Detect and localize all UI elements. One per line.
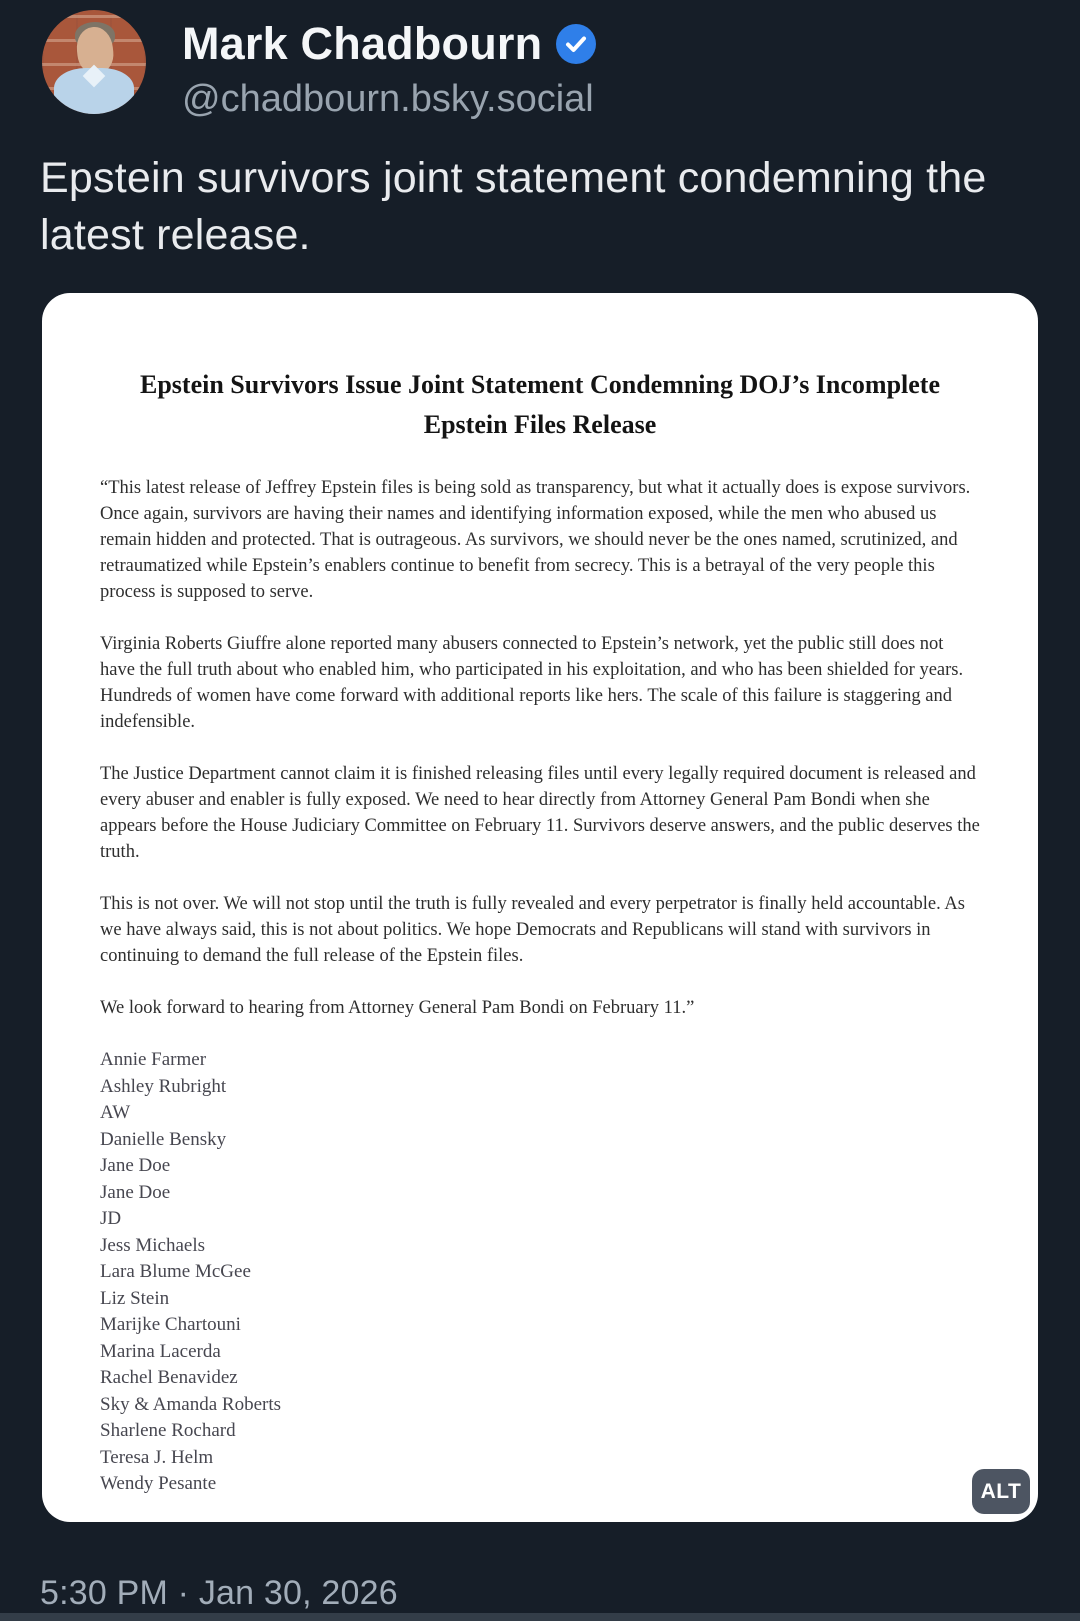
signatory-name: Wendy Pesante (100, 1473, 217, 1494)
signatory-name: Lara Blume McGee (100, 1261, 251, 1282)
statement-document (42, 293, 1038, 1522)
document-paragraph: The Justice Department cannot claim it is finished releasing files until every legally required document is released and every abuser and enabler is fully exposed. We need to hear directly from Attorney General Pam Bondi when she appears before the House Judiciary Committee on February 11. Survivors deserve answers, and the public deserves the truth. (100, 764, 980, 862)
signatory-name: Danielle Bensky (100, 1128, 227, 1150)
signatory-name: Sharlene Rochard (100, 1420, 236, 1441)
signatory-name: Rachel Benavidez (100, 1367, 238, 1388)
signatory-name: Liz Stein (100, 1287, 170, 1309)
signatory-name: AW (100, 1102, 131, 1123)
signatory-name: Jane Doe (100, 1181, 171, 1203)
author-block (182, 10, 596, 121)
verified-badge-icon (556, 24, 596, 64)
author-handle[interactable]: @chadbourn.bsky.social (182, 78, 594, 120)
document-paragraph: This is not over. We will not stop until the truth is fully revealed and every perpetrator is finally held accountable. As we have always said, this is not about politics. We hope Democrats and Republicans will stand with survivors in continuing to demand the full release of the Epstein files. (100, 894, 965, 966)
signatory-name: Marijke Chartouni (100, 1314, 241, 1335)
document-paragraph: “This latest release of Jeffrey Epstein files is being sold as transparency, but what it actually does is expose survivors. Once again, survivors are having their names and identifying information exposed, while the men who abused us remain hidden and protected. That is outrageous. As survivors, we should never be the ones named, scrutinized, and retraumatized while Epstein’s enablers continue to benefit from secrecy. This is a betrayal of the very people this process is supposed to serve. (100, 478, 971, 602)
post-timestamp: 5:30 PM · Jan 30, 2026 (40, 1574, 398, 1612)
document-paragraph: Virginia Roberts Giuffre alone reported many abusers connected to Epstein’s network, yet the public still does not have the full truth about who enabled him, who participated in his exploitation, and who has been shielded for years. Hundreds of women have come forward with additional reports like hers. The scale of this failure is staggering and indefensible. (100, 634, 964, 732)
signatory-name: Sky & Amanda Roberts (100, 1393, 282, 1415)
document-paragraph: We look forward to hearing from Attorney General Pam Bondi on February 11.” (100, 998, 695, 1018)
embedded-image[interactable] (42, 293, 1038, 1522)
signatory-name: Jane Doe (100, 1155, 171, 1176)
bottom-divider (0, 1613, 1080, 1621)
post-header (42, 10, 596, 121)
avatar[interactable] (42, 10, 146, 114)
signatory-name: Jess Michaels (100, 1234, 206, 1256)
alt-badge[interactable]: ALT (972, 1469, 1030, 1514)
signatory-name: Ashley Rubright (100, 1075, 227, 1097)
signatory-name: JD (100, 1208, 122, 1229)
author-name[interactable]: Mark Chadbourn (182, 18, 543, 69)
signatory-name: Annie Farmer (100, 1049, 207, 1070)
post-text: Epstein survivors joint statement condemning the latest release. (40, 154, 987, 259)
document-paragraphs (100, 475, 980, 1021)
signatory-name: Teresa J. Helm (100, 1446, 214, 1468)
signatory-name: Marina Lacerda (100, 1340, 221, 1362)
document-title: Epstein Survivors Issue Joint Statement Condemning DOJ’s Incomplete Epstein Files Release (139, 370, 941, 439)
signatories-list (100, 1047, 980, 1498)
